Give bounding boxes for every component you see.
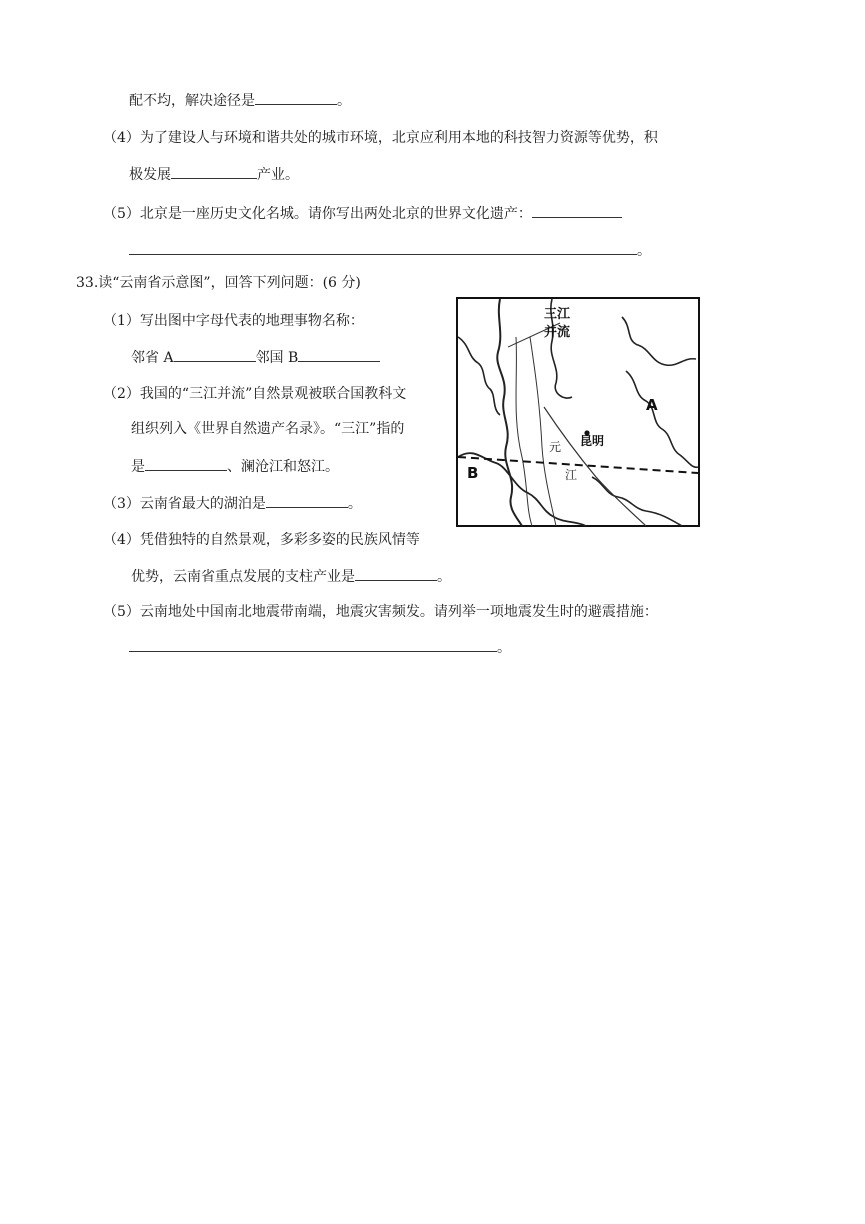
q33-2-line-1: （2）我国的“三江并流”自然景观被联合国教科文 (103, 386, 407, 402)
answer-blank[interactable] (145, 456, 227, 471)
q33-1: （1）写出图中字母代表的地理事物名称： (103, 313, 364, 329)
q33-2-post: 、澜沧江和怒江。 (227, 459, 339, 475)
q32-4-line-1: （4）为了建设人与环境和谐共处的城市环境，北京应利用本地的科技智力资源等优势，积 (103, 130, 658, 146)
answer-blank[interactable] (255, 90, 337, 105)
q32-5-text: （5）北京是一座历史文化名城。请你写出两处北京的世界文化遗产： (103, 206, 532, 222)
map-frame (457, 298, 699, 526)
answer-blank[interactable] (532, 203, 622, 218)
q32-4-line-2 (129, 164, 299, 185)
q33-1-a-label: 邻省 A (131, 350, 174, 366)
q32-line1-text: 配不均，解决途径是 (129, 93, 255, 109)
q32-5-line-2 (129, 240, 651, 261)
q33-4-pre: 优势，云南省重点发展的支柱产业是 (131, 569, 355, 585)
q32-line-1 (129, 90, 351, 111)
q33-3-post: 。 (347, 496, 362, 512)
label-jiang: 江 (565, 468, 578, 482)
label-yuan: 元 (549, 440, 562, 454)
label-kunming: 昆明 (580, 434, 605, 448)
q32-4-post: 产业。 (257, 167, 299, 183)
q33-1-answers (131, 347, 380, 368)
q33-2-pre: 是 (131, 459, 145, 475)
q32-4-pre: 极发展 (129, 167, 171, 183)
label-sanjiang-2: 并流 (544, 325, 571, 340)
answer-blank[interactable] (171, 164, 257, 179)
label-a: A (646, 396, 658, 414)
q33-4-line-2 (131, 566, 451, 587)
label-sanjiang-1: 三江 (544, 307, 571, 322)
q33-3 (103, 493, 362, 514)
q32-5-end: 。 (637, 243, 651, 259)
label-b: B (467, 464, 479, 482)
q33-2-line-2: 组织列入《世界自然遗产名录》。“三江”指的 (131, 421, 405, 437)
answer-blank[interactable] (355, 566, 437, 581)
answer-blank[interactable] (298, 347, 380, 362)
q33-5-line-1: （5）云南地处中国南北地震带南端，地震灾害频发。请列举一项地震发生时的避震措施： (103, 604, 658, 620)
q33-3-pre: （3）云南省最大的湖泊是 (103, 496, 266, 512)
q33-5-end: 。 (497, 640, 511, 656)
q33-4-post: 。 (437, 569, 451, 585)
yunnan-map (456, 297, 700, 527)
answer-blank[interactable] (129, 240, 637, 255)
q33-2-line-3 (131, 456, 339, 477)
q33-title: 33.读“云南省示意图”，回答下列问题：(6 分) (76, 275, 361, 291)
q33-1-b-label: 邻国 B (255, 350, 299, 366)
answer-blank[interactable] (174, 347, 256, 362)
q32-line1-end: 。 (337, 93, 351, 109)
answer-blank[interactable] (129, 637, 497, 652)
q33-5-line-2 (129, 637, 511, 658)
answer-blank[interactable] (266, 493, 348, 508)
q32-5-line-1 (103, 203, 622, 224)
q33-4-line-1: （4）凭借独特的自然景观，多彩多姿的民族风情等 (103, 532, 420, 548)
